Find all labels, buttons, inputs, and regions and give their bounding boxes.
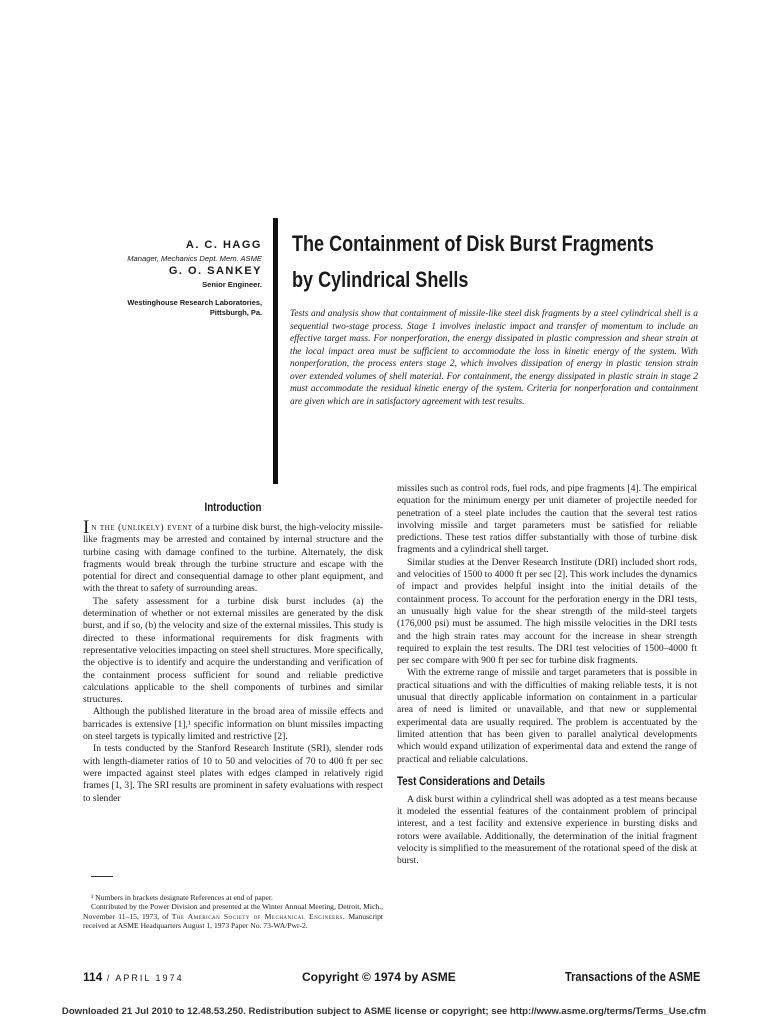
page-number-value: 114 (83, 970, 103, 984)
drop-cap: I (83, 517, 90, 538)
issue-date: APRIL 1974 (115, 973, 184, 983)
journal-name: Transactions of the ASME (565, 970, 701, 984)
paragraph: The safety assessment for a turbine disk burst includes (a) the determination of whether or not external missiles are generated by the disk burst, and if so, (b) the velocity and size of the external missiles. This study is directed to these informational requirements for disk fragments with representative velocities impacting on steel shell structures. More specifically, the objective is to identify and acquire the understanding and verification of the containment process sufficient for sound and reliable predictive calculations applicable to the shell components of turbines and similar structures. (83, 595, 383, 706)
paragraph: With the extreme range of missile and target parameters that is possible in practical situations and with the difficulties of making reliable tests, it is not unusual that directly applicable information on containment in a particular area of need is limited or unavailable, and that new or supplemental experimental data are usually required. The problem is accentuated by the limited attention that has been given to parallel analytical developments which would expand utilization of experimental data and extend the range of practical and reliable calculations. (397, 667, 697, 765)
paragraph (83, 517, 383, 596)
author-name: A. C. HAGG (185, 239, 262, 251)
paragraph: In tests conducted by the Stanford Research Institute (SRI), slender rods with length-diameter ratios of 10 to 50 and velocities of 70 to 400 ft per sec were impacted against steel plates with edges clamped in relatively rigid frames [1, 3]. The SRI results are prominent in safety evaluations with respect to slender (83, 743, 383, 804)
author-block (22, 238, 262, 318)
footnotes (83, 893, 383, 930)
paragraph-text: of a turbine disk burst, the high-velocity missile-like fragments may be arrested and contained by internal structure and the turbine casing with damage confined to the turbine. Alternately, the disk fragments would break through the turbine structure and escape with the potential for direct and consequential damage to other plant equipment, and with the threat to safety of surrounding areas. (83, 522, 383, 595)
left-column (83, 500, 383, 805)
right-column (397, 483, 697, 868)
title-divider-bar (273, 218, 278, 484)
affiliation-line: Pittsburgh, Pa. (209, 308, 262, 317)
author-role: Senior Engineer. (202, 280, 262, 289)
title-line: by Cylindrical Shells (292, 267, 469, 292)
abstract: Tests and analysis show that containment of missile-like steel disk fragments by a steel cylindrical shell is a sequential two-stage process. Stage 1 involves inelastic impact and transfer of momentum to include an effective target mass. For nonperforation, the energy dissipated in plastic compression and shear strain at the local impact area must be sufficient to accommodate the loss in kinetic energy of the system. With nonperforation, the process enters stage 2, which involves dissipation of energy in plastic tension strain over extended volumes of shell material. For containment, the energy dissipated in plastic strain in stage 2 must accommodate the residual kinetic energy of the system. Criteria for nonperforation and containment are given which are in satisfactory agreement with test results. (290, 309, 698, 407)
footnote-rule (91, 876, 113, 877)
affiliation (22, 298, 262, 318)
paragraph: missiles such as control rods, fuel rods, and pipe fragments [4]. The empirical equation for the minimum energy per unit diameter of projectile needed for penetration of a steel plate includes the caution that the several test ratios involving missile and target parameters must be satisfied for reliable predictions. These test ratios differ substantially with those of turbine disk fragments and a cylindrical shell target. (397, 483, 697, 556)
author-name: G. O. SANKEY (168, 265, 262, 277)
title-line: The Containment of Disk Burst Fragments (292, 231, 654, 256)
footnote-society: The American Society of Mechanical Engineers. (171, 911, 346, 921)
page-number (83, 970, 184, 984)
paper-title (292, 226, 654, 298)
page-separator: / (102, 973, 116, 983)
copyright-notice: Copyright © 1974 by ASME (302, 970, 456, 984)
lead-in: n the (unlikely) event (91, 522, 193, 533)
section-heading-introduction: Introduction (204, 502, 262, 514)
paragraph: Although the published literature in the broad area of missile effects and barricades is extensive [1],¹ specific information on blunt missiles impacting on steel targets is typically limited and restrictive [2]. (83, 706, 383, 743)
section-heading-test-considerations: Test Considerations and Details (397, 775, 546, 788)
paragraph: A disk burst within a cylindrical shell was adopted as a test means because it modeled the essential features of the containment problem of principal interest, and a test facility and extensive experience in bursting disks and rotors were available. Additionally, the determination of the initial fragment velocity is simplified to the measurement of the rotational speed of the disk at burst. (397, 793, 697, 867)
footnote-text: Contributed by the Power Division and presented at the Winter Annual Meeting, Detroit, Mich., November 11–15, 1973, of (83, 902, 383, 921)
paragraph: Similar studies at the Denver Research Institute (DRI) included short rods, and velocities of 1500 to 4000 ft per sec [2]. This work includes the dynamics of impact and provides helpful insight into the initial details of the containment process. To account for the perforation energy in the DRI tests, an unusually high value for the shear strength of the mild-steel targets (176,000 psi) must be assumed. The high missile velocities in the DRI tests and the high strain rates may account for the increase in shear strength required to explain the test results. The DRI test velocities of 1500–4000 ft per sec compare with 900 ft per sec for turbine disk fragments. (397, 556, 697, 667)
footnote (83, 902, 383, 930)
footnote-text: Manuscript received at ASME Headquarters August 1, 1973 Paper No. 73-WA/Pwr-2. (83, 911, 383, 930)
download-notice: Downloaded 21 Jul 2010 to 12.48.53.250. Redistribution subject to ASME license or copyright; see http://www.asme.org/terms/Terms_Use.cfm (61, 1006, 707, 1017)
affiliation-line: Westinghouse Research Laboratories, (127, 298, 262, 307)
footnote: ¹ Numbers in brackets designate References at end of paper. (91, 893, 273, 902)
author-role: Manager, Mechanics Dept. Mem. ASME (127, 254, 262, 263)
